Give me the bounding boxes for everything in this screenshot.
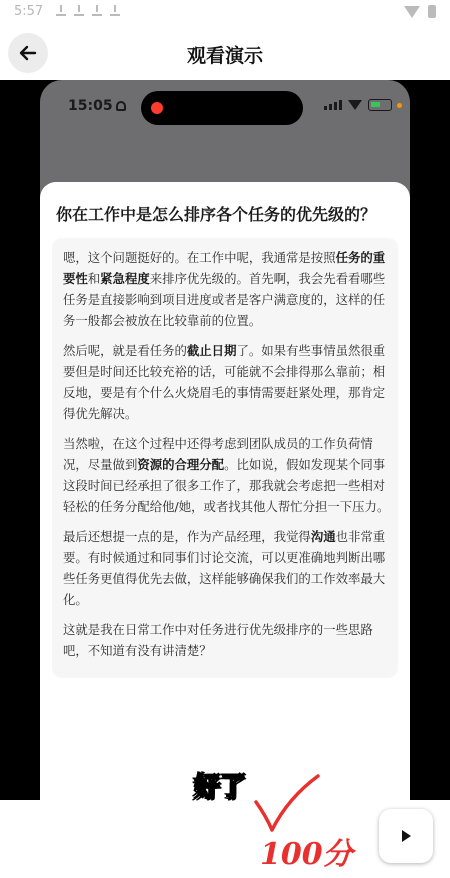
answer-text: 了。如果有些事情虽然很重要但是时间还比较充裕的话，可能就不会排得那么靠前；相反地，要是有个什么火烧眉毛的事情需要赶紧处理，那肯定得优先解决。 [63,343,386,421]
download-icon [110,5,120,16]
answer-keyword: 紧急程度 [100,271,150,286]
answer-text: 这就是我在日常工作中对任务进行优先级排序的一些思路吧，不知道有没有讲清楚？ [63,622,373,658]
answer-keyword: 沟通 [310,529,336,544]
wifi-icon [404,6,420,18]
notification-icons [56,5,120,16]
signal-icon [324,100,342,110]
answer-keyword: 截止日期 [186,343,237,358]
answer-text: 然后呢，就是看任务的 [63,343,187,358]
question-title: 你在工作中是怎么排序各个任务的优先级的？ [56,205,377,224]
score-text: 100分 [260,837,353,872]
answer-sheet [40,182,410,800]
answer-text: 。比如说，假如发现某个同事这段时间已经承担了很多工作了，那我就会考虑把一些相对轻松的任务分配给他/她，或者找其他人帮忙分担一下压力。 [63,457,390,514]
download-icon [56,5,66,16]
demo-video[interactable] [0,80,450,872]
answer-text: 也非常重要。有时候通过和同事们讨论交流，可以更准确地判断出哪些任务更值得优先去做，这样能够确保我们的工作效率最大化。 [63,529,386,607]
download-icon [92,5,102,16]
battery-icon [428,5,436,18]
answer-paragraph [63,247,390,331]
download-icon [74,5,84,16]
answer-keyword: 任务的重要性 [63,250,386,286]
answer-text: 来排序优先级的。首先啊，我会先看看哪些任务是直接影响到项目进度或者是客户满意度的，这样的任务一般都会被放在比较靠前的位置。 [63,271,386,328]
bell-mute-icon [116,101,126,111]
phone-screen [40,80,410,800]
phone-time: 15:05 [68,98,113,114]
overlay-caption: 好了 [194,773,247,803]
answer-card [52,238,398,678]
answer-paragraph [63,526,390,610]
play-icon [397,827,415,845]
dynamic-island [141,91,303,125]
play-button[interactable] [379,809,433,863]
battery-icon [368,99,392,111]
status-time: 5:57 [14,4,44,19]
answer-paragraph [63,619,390,661]
score-checkmark-icon [248,768,388,878]
answer-text: 嗯，这个问题挺好的。在工作中呢，我通常是按照 [63,250,336,265]
app-header [0,24,450,80]
wifi-icon [348,100,362,110]
status-bar [0,0,450,24]
answer-keyword: 资源的合理分配 [137,457,225,472]
answer-text: 最后还想提一点的是，作为产品经理，我觉得 [63,529,311,544]
answer-text: 和 [87,271,101,286]
answer-text: 当然啦，在这个过程中还得考虑到团队成员的工作负荷情况，尽量做到 [63,436,373,472]
recording-dot-icon [151,102,163,114]
page-title: 观看演示 [186,45,263,67]
mic-indicator-icon [397,103,402,108]
answer-paragraph [63,433,390,517]
answer-paragraph [63,340,390,424]
